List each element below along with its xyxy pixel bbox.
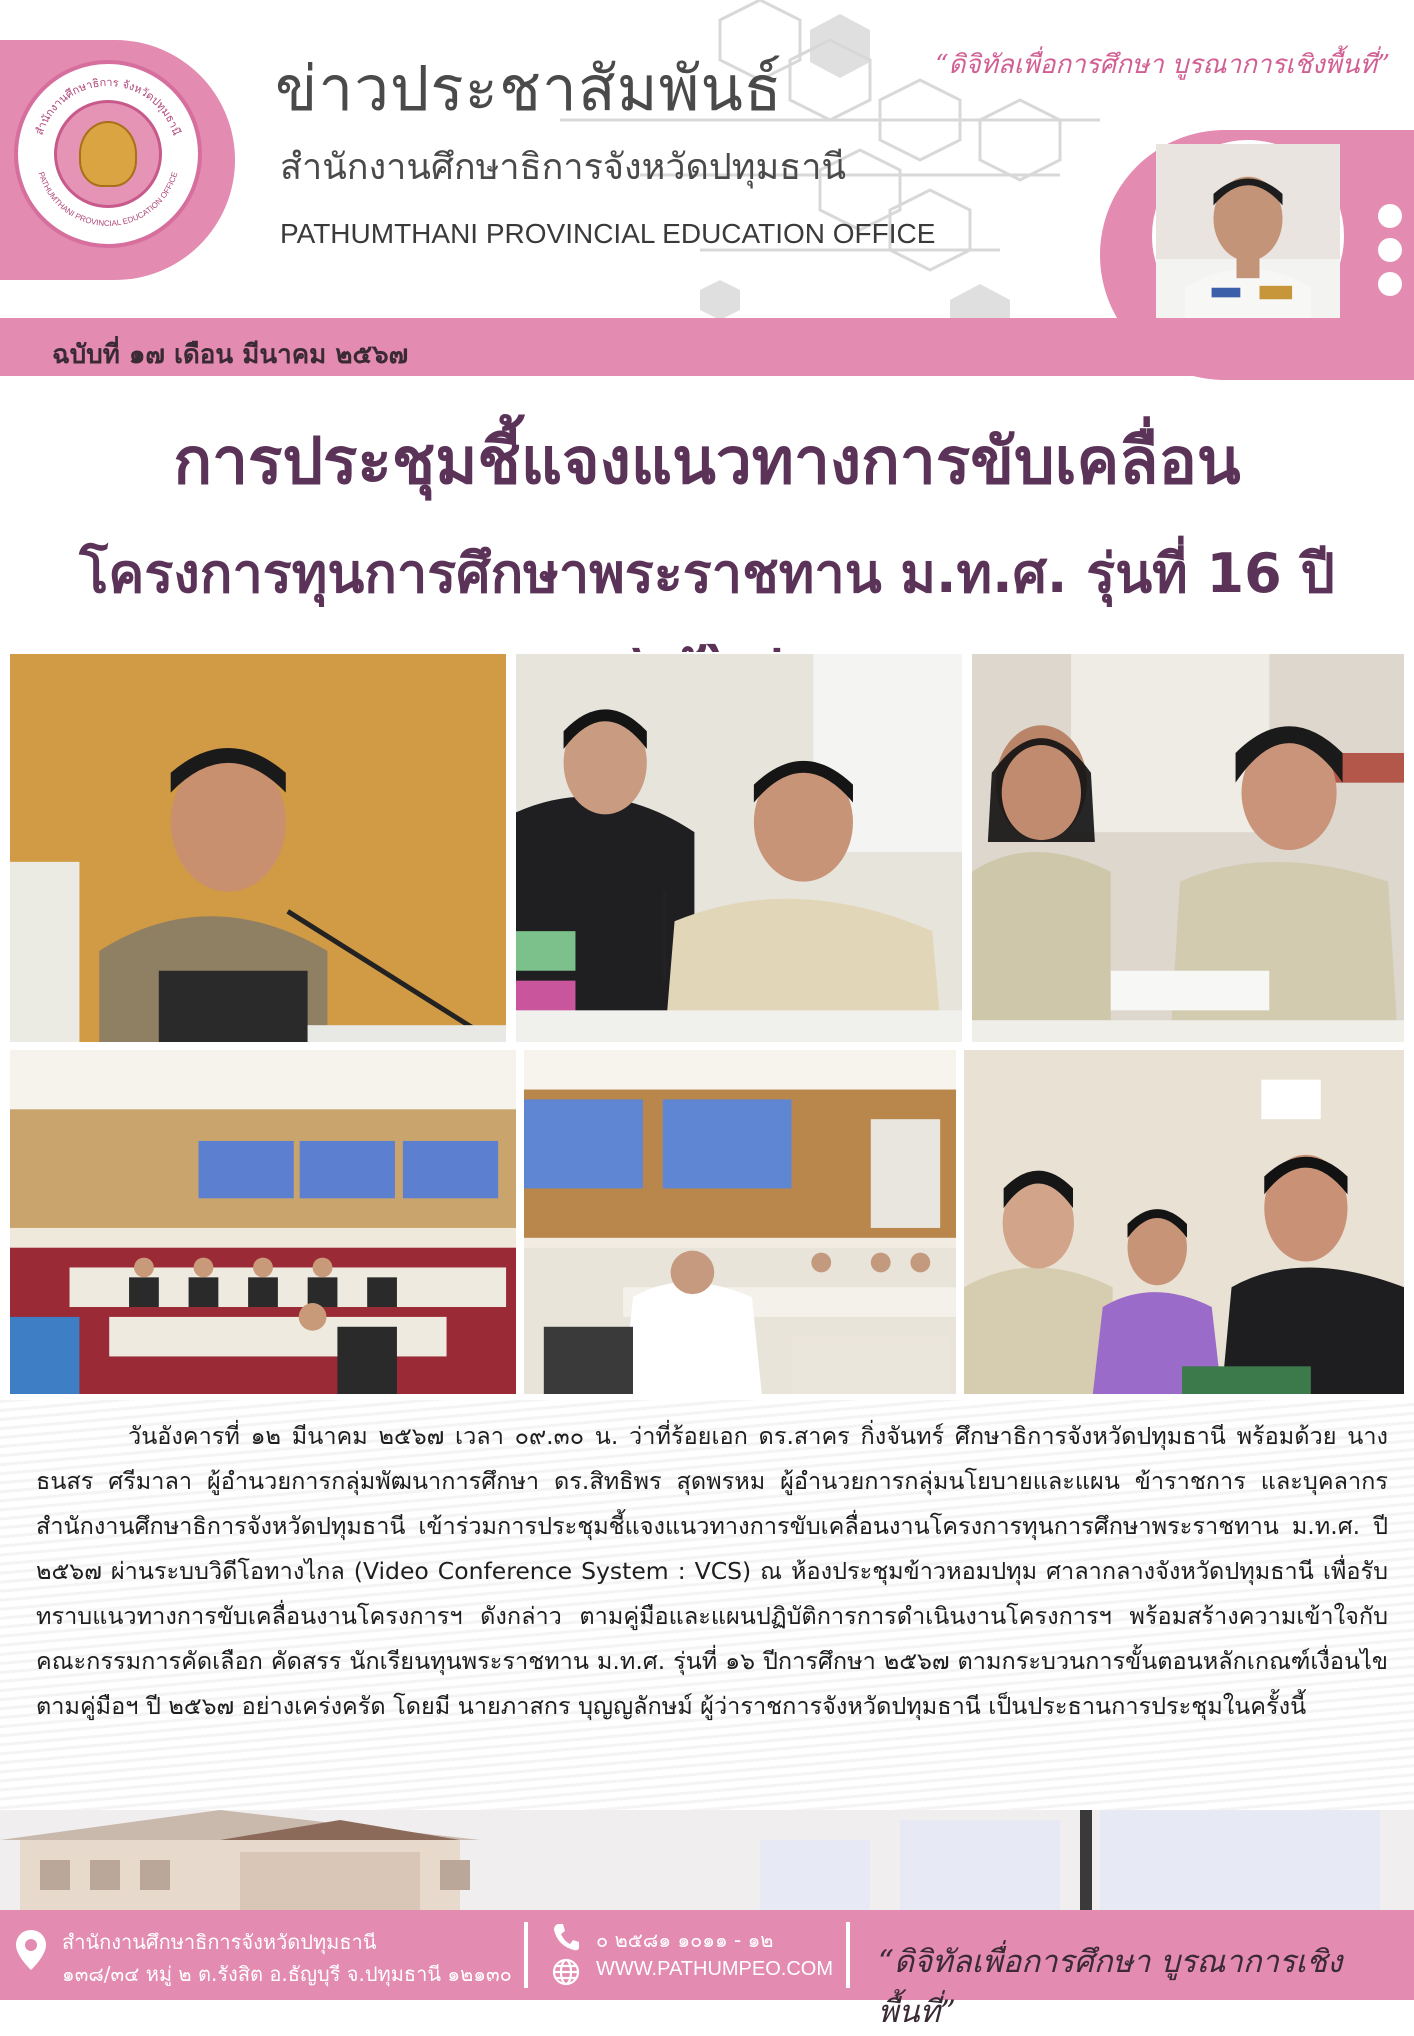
footer-divider [846, 1922, 850, 1988]
office-name-thai: สำนักงานศึกษาธิการจังหวัดปทุมธานี [280, 147, 847, 188]
photo-officials [514, 652, 964, 1044]
footer-slogan: “ดิจิทัลเพื่อการศึกษา บูรณาการเชิงพื้นที่” [878, 1944, 1343, 2030]
dot-icon [1378, 204, 1402, 228]
office-name-english: PATHUMTHANI PROVINCIAL EDUCATION OFFICE [280, 218, 936, 249]
office-logo [14, 60, 202, 248]
director-portrait [1152, 140, 1344, 332]
photo-room-wide [8, 1048, 518, 1396]
globe-icon [552, 1958, 580, 1986]
location-pin-icon [14, 1928, 48, 1972]
footer-address-line-2: ๑๓๘/๓๔ หมู่ ๒ ต.รังสิต อ.ธัญบุรี จ.ปทุมธานี ๑๒๑๓๐ [62, 1962, 512, 1986]
header-slogan: “ดิจิทัลเพื่อการศึกษา บูรณาการเชิงพื้นที่” [935, 50, 1390, 80]
issue-number: ฉบับที่ ๑๗ เดือน มีนาคม ๒๕๖๗ [52, 340, 409, 370]
bottom-collage-image [0, 1810, 1414, 1910]
emblem-icon [79, 121, 137, 187]
newsletter-header [0, 0, 1414, 380]
headline-line-2: โครงการทุนการศึกษาพระราชทาน ม.ท.ศ. รุ่นที่ 16 ปี [79, 542, 1335, 605]
photo-speaker [8, 652, 508, 1044]
dot-icon [1378, 272, 1402, 296]
news-paragraph: วันอังคารที่ ๑๒ มีนาคม ๒๕๖๗ เวลา ๐๙.๓๐ น. ว่าที่ร้อยเอก ดร.สาคร กิ่งจันทร์ ศึกษาธิการจังหวัดปทุมธานี พร้อมด้วย นางธนสร ศรีมาลา ผู้อำนวยการกลุ่มพัฒนาการศึกษา ดร.สิทธิพร สุดพรหม ผู้อำนวยการกลุ่มนโยบายและแผน ข้าราชการ และบุคลากรสำนักงานศึกษาธิการจังหวัดปทุมธานี เข้าร่วมการประชุมชี้แจงแนวทางการขับเคลื่อนงานโครงการทุนการศึกษาพระราชทาน ม.ท.ศ. ปี ๒๕๖๗ ผ่านระบบวิดีโอทางไกล (Video Conference System : VCS) ณ ห้องประชุมข้าวหอมปทุม ศาลากลางจังหวัดปทุมธานี เพื่อรับทราบแนวทางการขับเคลื่อนงานโครงการฯ ดังกล่าว ตามคู่มือและแผนปฏิบัติการการดำเนินงานโครงการฯ พร้อมสร้างความเข้าใจกับคณะกรรมการคัดเลือก คัดสรร นักเรียนทุนพระราชทาน ม.ท.ศ. รุ่นที่ ๑๖ ปีการศึกษา ๒๕๖๗ ตามกระบวนการขั้นตอนหลักเกณฑ์เงื่อนไขตามคู่มือฯ ปี ๒๕๖๗ อย่างเคร่งครัด โดยมี นายภาสกร บุญญลักษม์ ผู้ว่าราชการจังหวัดปทุมธานี เป็นประธานการประชุมในครั้งนี้ [36, 1422, 1388, 1720]
newsletter-title: ข่าวประชาสัมพันธ์ [275, 52, 783, 125]
footer-divider [524, 1922, 528, 1988]
photo-two-women [970, 652, 1406, 1044]
svg-text:สำนักงานศึกษาธิการ จังหวัดปทุม: สำนักงานศึกษาธิการ จังหวัดปทุมธานี [32, 75, 184, 137]
photo-room-screens [522, 1048, 958, 1396]
footer-address-line-1: สำนักงานศึกษาธิการจังหวัดปทุมธานี [62, 1930, 377, 1954]
footer-phone: ๐ ๒๕๘๑ ๑๐๑๑ - ๑๒ [596, 1928, 774, 1952]
logo-emblem-circle [54, 100, 162, 208]
decorative-dots [1378, 204, 1402, 306]
photo-three-attendees [962, 1048, 1406, 1396]
dot-icon [1378, 238, 1402, 262]
headline-line-1: การประชุมชี้แจงแนวทางการขับเคลื่อน [173, 425, 1241, 499]
phone-icon [552, 1922, 580, 1952]
footer-website[interactable]: WWW.PATHUMPEO.COM [596, 1958, 834, 1980]
svg-text:PATHUMTHANI PROVINCIAL EDUCATI: PATHUMTHANI PROVINCIAL EDUCATION OFFICE [36, 170, 180, 229]
portrait-image [1156, 144, 1340, 328]
